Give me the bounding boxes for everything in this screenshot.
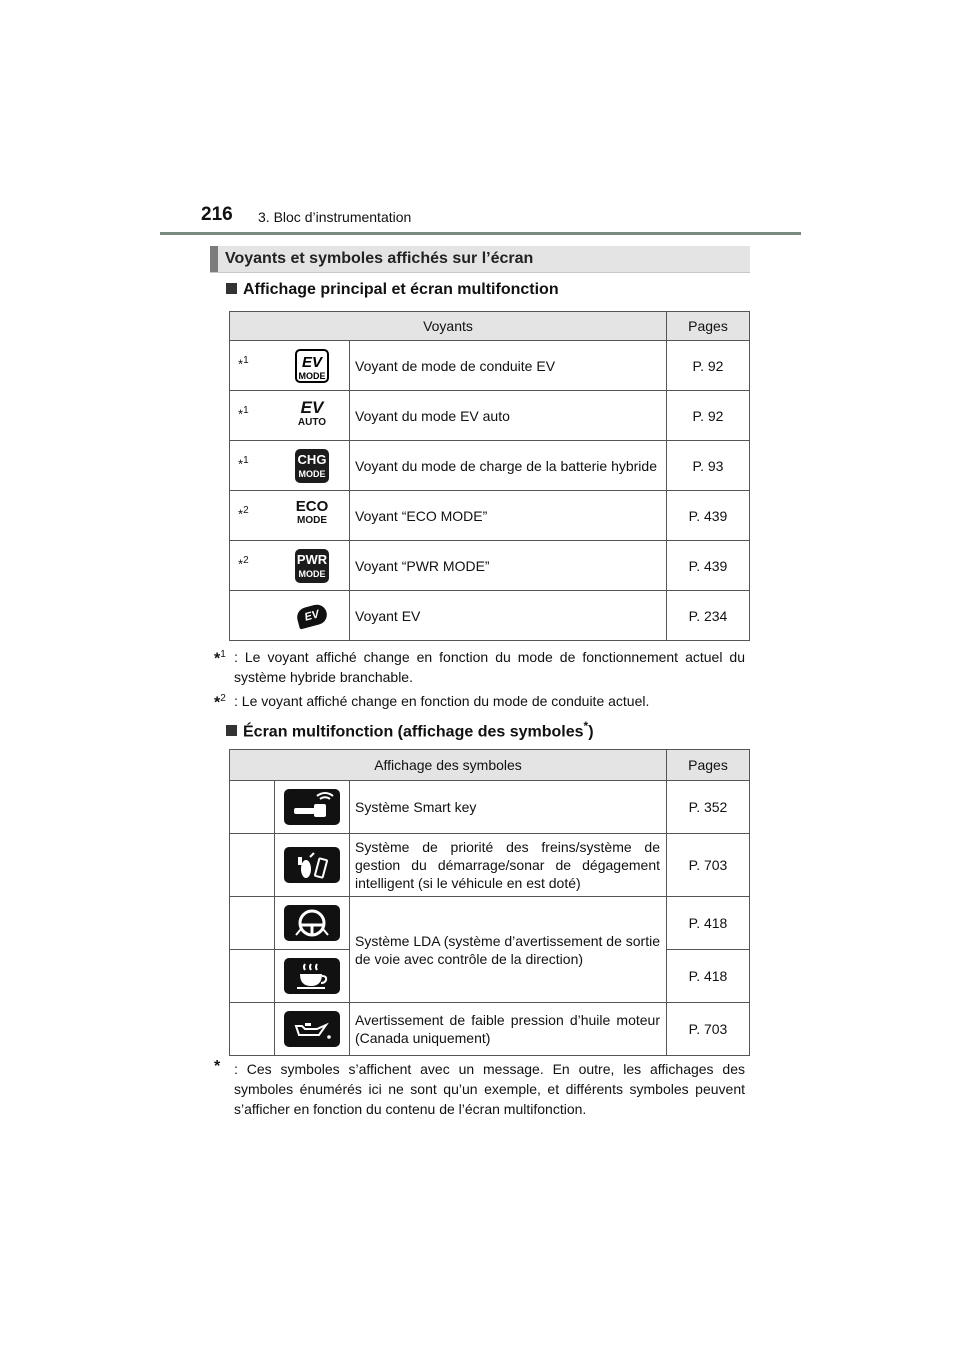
- row-page: P. 439: [667, 491, 750, 541]
- row-page: P. 439: [667, 541, 750, 591]
- row-description: Voyant du mode de charge de la batterie hybride: [350, 441, 667, 491]
- blank-cell: [230, 781, 275, 834]
- page-number: 216: [201, 204, 233, 225]
- footnote-mark: *: [214, 1058, 221, 1075]
- row-page: P. 352: [667, 781, 750, 834]
- header-pages: Pages: [667, 312, 750, 341]
- steering-wheel-icon: [275, 897, 350, 950]
- row-description: Voyant “ECO MODE”: [350, 491, 667, 541]
- row-page: P. 93: [667, 441, 750, 491]
- footnote-text: : Le voyant affiché change en fonction du mode de fonctionnement actuel du système hybride branchable.: [234, 649, 745, 685]
- row-mark: *$^1$: [230, 341, 276, 391]
- row-mark: *$^1$: [230, 441, 276, 491]
- table-row: [230, 591, 750, 641]
- blank-cell: [230, 1003, 275, 1056]
- footnote-2: [214, 691, 745, 713]
- row-mark: *$^2$: [230, 491, 276, 541]
- subheading-main-display: [226, 281, 559, 299]
- row-page: P. 92: [667, 391, 750, 441]
- footnote-text: : Ces symboles s’affichent avec un message. En outre, les affichages des symboles énumérés ici ne sont qu’un exemple, et différents symboles peuvent s’afficher en fonction du contenu de l’écran multifonction.: [234, 1061, 745, 1117]
- table-row: [230, 897, 750, 950]
- section-accent: [210, 246, 218, 272]
- brake-foot-icon: [275, 834, 350, 897]
- subheading-multifunction: Écran multifonction (affichage des symboles*): [226, 719, 594, 741]
- chapter-title: 3. Bloc d’instrumentation: [258, 209, 412, 225]
- row-page: P. 418: [667, 897, 750, 950]
- subheading-star: *: [583, 719, 589, 733]
- symbol-table: [229, 749, 750, 1056]
- header-symbols: Affichage des symboles: [230, 750, 667, 781]
- row-description: Système Smart key: [350, 781, 667, 834]
- row-page: P. 418: [667, 950, 750, 1003]
- section-bar: [210, 246, 750, 273]
- table-row: [230, 441, 750, 491]
- row-description: Système de priorité des freins/système de gestion du démarrage/sonar de dégagement intelligent (si le véhicule en est doté): [350, 834, 667, 897]
- pwr-mode-icon: PWR MODE: [275, 541, 350, 591]
- row-description: Voyant “PWR MODE”: [350, 541, 667, 591]
- table-row: [230, 541, 750, 591]
- ev-auto-icon: EV AUTO: [275, 391, 350, 441]
- footnote-mark: *$^1$: [214, 649, 226, 668]
- row-description: Avertissement de faible pression d’huile moteur (Canada uniquement): [350, 1003, 667, 1056]
- section-title: Voyants et symboles affichés sur l’écran: [225, 250, 534, 267]
- table-row: [230, 781, 750, 834]
- header-rule: [160, 232, 801, 235]
- row-page: P. 92: [667, 341, 750, 391]
- footnote-1: [214, 647, 745, 689]
- header-voyants: Voyants: [230, 312, 667, 341]
- row-description: Voyant de mode de conduite EV: [350, 341, 667, 391]
- row-mark: *$^1$: [230, 391, 276, 441]
- ev-car-icon: EV: [275, 591, 350, 641]
- table-header-row: [230, 750, 750, 781]
- ev-mode-icon: EV MODE: [275, 341, 350, 391]
- table-row: [230, 834, 750, 897]
- row-description: Voyant EV: [350, 591, 667, 641]
- row-description: Voyant du mode EV auto: [350, 391, 667, 441]
- row-page: P. 234: [667, 591, 750, 641]
- row-description: Système LDA (système d’avertissement de sortie de voie avec contrôle de la direction): [350, 897, 667, 1003]
- table-row: [230, 341, 750, 391]
- oil-can-icon: [275, 1003, 350, 1056]
- blank-cell: [230, 834, 275, 897]
- row-mark: [230, 591, 276, 641]
- table-row: [230, 1003, 750, 1056]
- row-mark: *$^2$: [230, 541, 276, 591]
- header-pages: Pages: [667, 750, 750, 781]
- footnote-mark: *$^2$: [214, 693, 226, 712]
- blank-cell: [230, 897, 275, 950]
- subheading-text: Écran multifonction (affichage des symboles: [243, 723, 584, 741]
- footnote-symbols: [214, 1059, 745, 1123]
- indicator-table: [229, 311, 750, 641]
- row-page: P. 703: [667, 834, 750, 897]
- table-row: [230, 391, 750, 441]
- table-header-row: [230, 312, 750, 341]
- coffee-cup-icon: [275, 950, 350, 1003]
- footnote-text: : Le voyant affiché change en fonction du mode de conduite actuel.: [234, 693, 650, 709]
- table-row: [230, 491, 750, 541]
- blank-cell: [230, 950, 275, 1003]
- square-bullet-icon: [226, 283, 237, 294]
- subheading-text: Affichage principal et écran multifonction: [243, 281, 559, 298]
- eco-mode-icon: ECO MODE: [275, 491, 350, 541]
- square-bullet-icon: [226, 725, 237, 736]
- smart-key-icon: [275, 781, 350, 834]
- chg-mode-icon: CHG MODE: [275, 441, 350, 491]
- row-page: P. 703: [667, 1003, 750, 1056]
